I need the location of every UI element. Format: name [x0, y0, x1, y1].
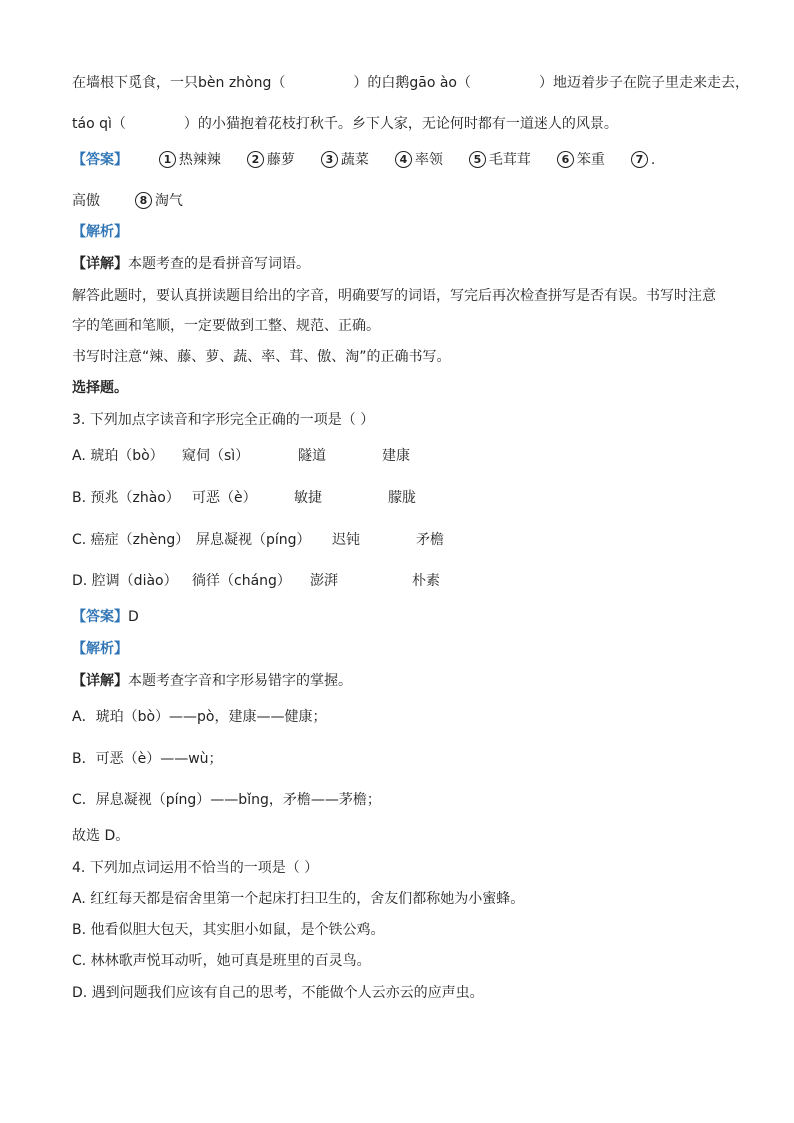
pinyin-prompt: bèn zhòng（	[198, 75, 286, 91]
answer-item-6	[557, 152, 605, 168]
circled-number-5: 5	[469, 151, 486, 168]
text-segment: ）的小猫抱着花枝打秋千。乡下人家，无论何时都有一道迷人的风景。	[183, 116, 618, 132]
fill-line-1	[72, 73, 749, 93]
text-segment: 在墙根下觅食，一只	[72, 75, 198, 91]
section-title: 选择题。	[72, 380, 128, 396]
circled-number-4: 4	[395, 151, 412, 168]
q3-analysis-label: 【解析】	[72, 641, 128, 657]
answer-text: 蔬菜	[340, 152, 369, 168]
q3-option-a: A. 琥珀（bò） 窥伺（sì） 隧道 建康	[72, 448, 410, 464]
q3-option-d: D. 腔调（diào） 徜徉（cháng） 澎湃 朴素	[72, 573, 440, 589]
answer-text: .	[650, 152, 656, 168]
answer-item-5	[469, 152, 531, 168]
detail-label: 【详解】	[72, 673, 128, 689]
q4-option-d: D. 遇到问题我们应该有自己的思考，不能做个人云亦云的应声虫。	[72, 985, 484, 1001]
text-segment: ）的白鹅	[353, 75, 410, 91]
answer-row	[72, 150, 681, 170]
pinyin-prompt: gāo ào（	[409, 75, 472, 91]
circled-number-2: 2	[247, 151, 264, 168]
answer-item-1	[159, 152, 221, 168]
answer-text: 毛茸茸	[488, 152, 531, 168]
detail-line	[72, 254, 310, 274]
answer-text: 笨重	[576, 152, 605, 168]
answer-text: 率领	[414, 152, 443, 168]
circled-number-6: 6	[557, 151, 574, 168]
answer-item-7	[631, 152, 655, 168]
answer-value: D	[128, 609, 139, 625]
answer-row-cont	[72, 191, 183, 211]
answer-text: 藤萝	[266, 152, 295, 168]
analysis-label: 【解析】	[72, 224, 128, 240]
q3-option-b: B. 预兆（zhào） 可恶（è） 敏捷 朦胧	[72, 490, 416, 506]
answer-text: 淘气	[154, 193, 183, 209]
answer-item-2	[247, 152, 295, 168]
q3-answer	[72, 607, 139, 627]
circled-number-1: 1	[159, 151, 176, 168]
q3-stem: 3. 下列加点字读音和字形完全正确的一项是（ ）	[72, 412, 375, 428]
explanation-para-3: 书写时注意“辣、藤、萝、蔬、率、茸、傲、淘”的正确书写。	[72, 349, 451, 365]
q3-conclusion: 故选 D。	[72, 828, 130, 844]
q4-option-a: A. 红红每天都是宿舍里第一个起床打扫卫生的，舍友们都称她为小蜜蜂。	[72, 891, 525, 907]
detail-text: 本题考查字音和字形易错字的掌握。	[128, 673, 352, 689]
q3-option-c: C. 癌症（zhèng） 屏息凝视（píng） 迟钝 矛檐	[72, 532, 444, 548]
q3-detail	[72, 671, 352, 691]
q3-correction-c: C．屏息凝视（píng）——bǐng，矛檐——茅檐；	[72, 792, 381, 808]
circled-number-8: 8	[135, 192, 152, 209]
answer-text: 热辣辣	[178, 152, 221, 168]
q4-option-c: C. 林林歌声悦耳动听，她可真是班里的百灵鸟。	[72, 953, 371, 969]
q4-stem: 4. 下列加点词运用不恰当的一项是（ ）	[72, 860, 319, 876]
explanation-para-2: 字的笔画和笔顺，一定要做到工整、规范、正确。	[72, 318, 380, 334]
pinyin-prompt: táo qì（	[72, 116, 126, 132]
explanation-para-1: 解答此题时，要认真拼读题目给出的字音，明确要写的词语，写完后再次检查拼写是否有误。书写时注意	[72, 288, 716, 304]
circled-number-3: 3	[321, 151, 338, 168]
answer-text: 高傲	[72, 193, 100, 209]
q3-correction-a: A．琥珀（bò）——pò，建康——健康；	[72, 709, 327, 725]
answer-label: 【答案】	[72, 152, 128, 168]
fill-line-2	[72, 114, 618, 134]
detail-label: 【详解】	[72, 256, 128, 272]
detail-text: 本题考查的是看拼音写词语。	[128, 256, 310, 272]
answer-label: 【答案】	[72, 609, 128, 625]
text-segment: ）地迈着步子在院子里走来走去，	[539, 75, 750, 91]
answer-item-3	[321, 152, 369, 168]
circled-number-7: 7	[631, 151, 648, 168]
q4-option-b: B. 他看似胆大包天，其实胆小如鼠，是个铁公鸡。	[72, 922, 385, 938]
answer-item-4	[395, 152, 443, 168]
q3-correction-b: B．可恶（è）——wù；	[72, 751, 223, 767]
